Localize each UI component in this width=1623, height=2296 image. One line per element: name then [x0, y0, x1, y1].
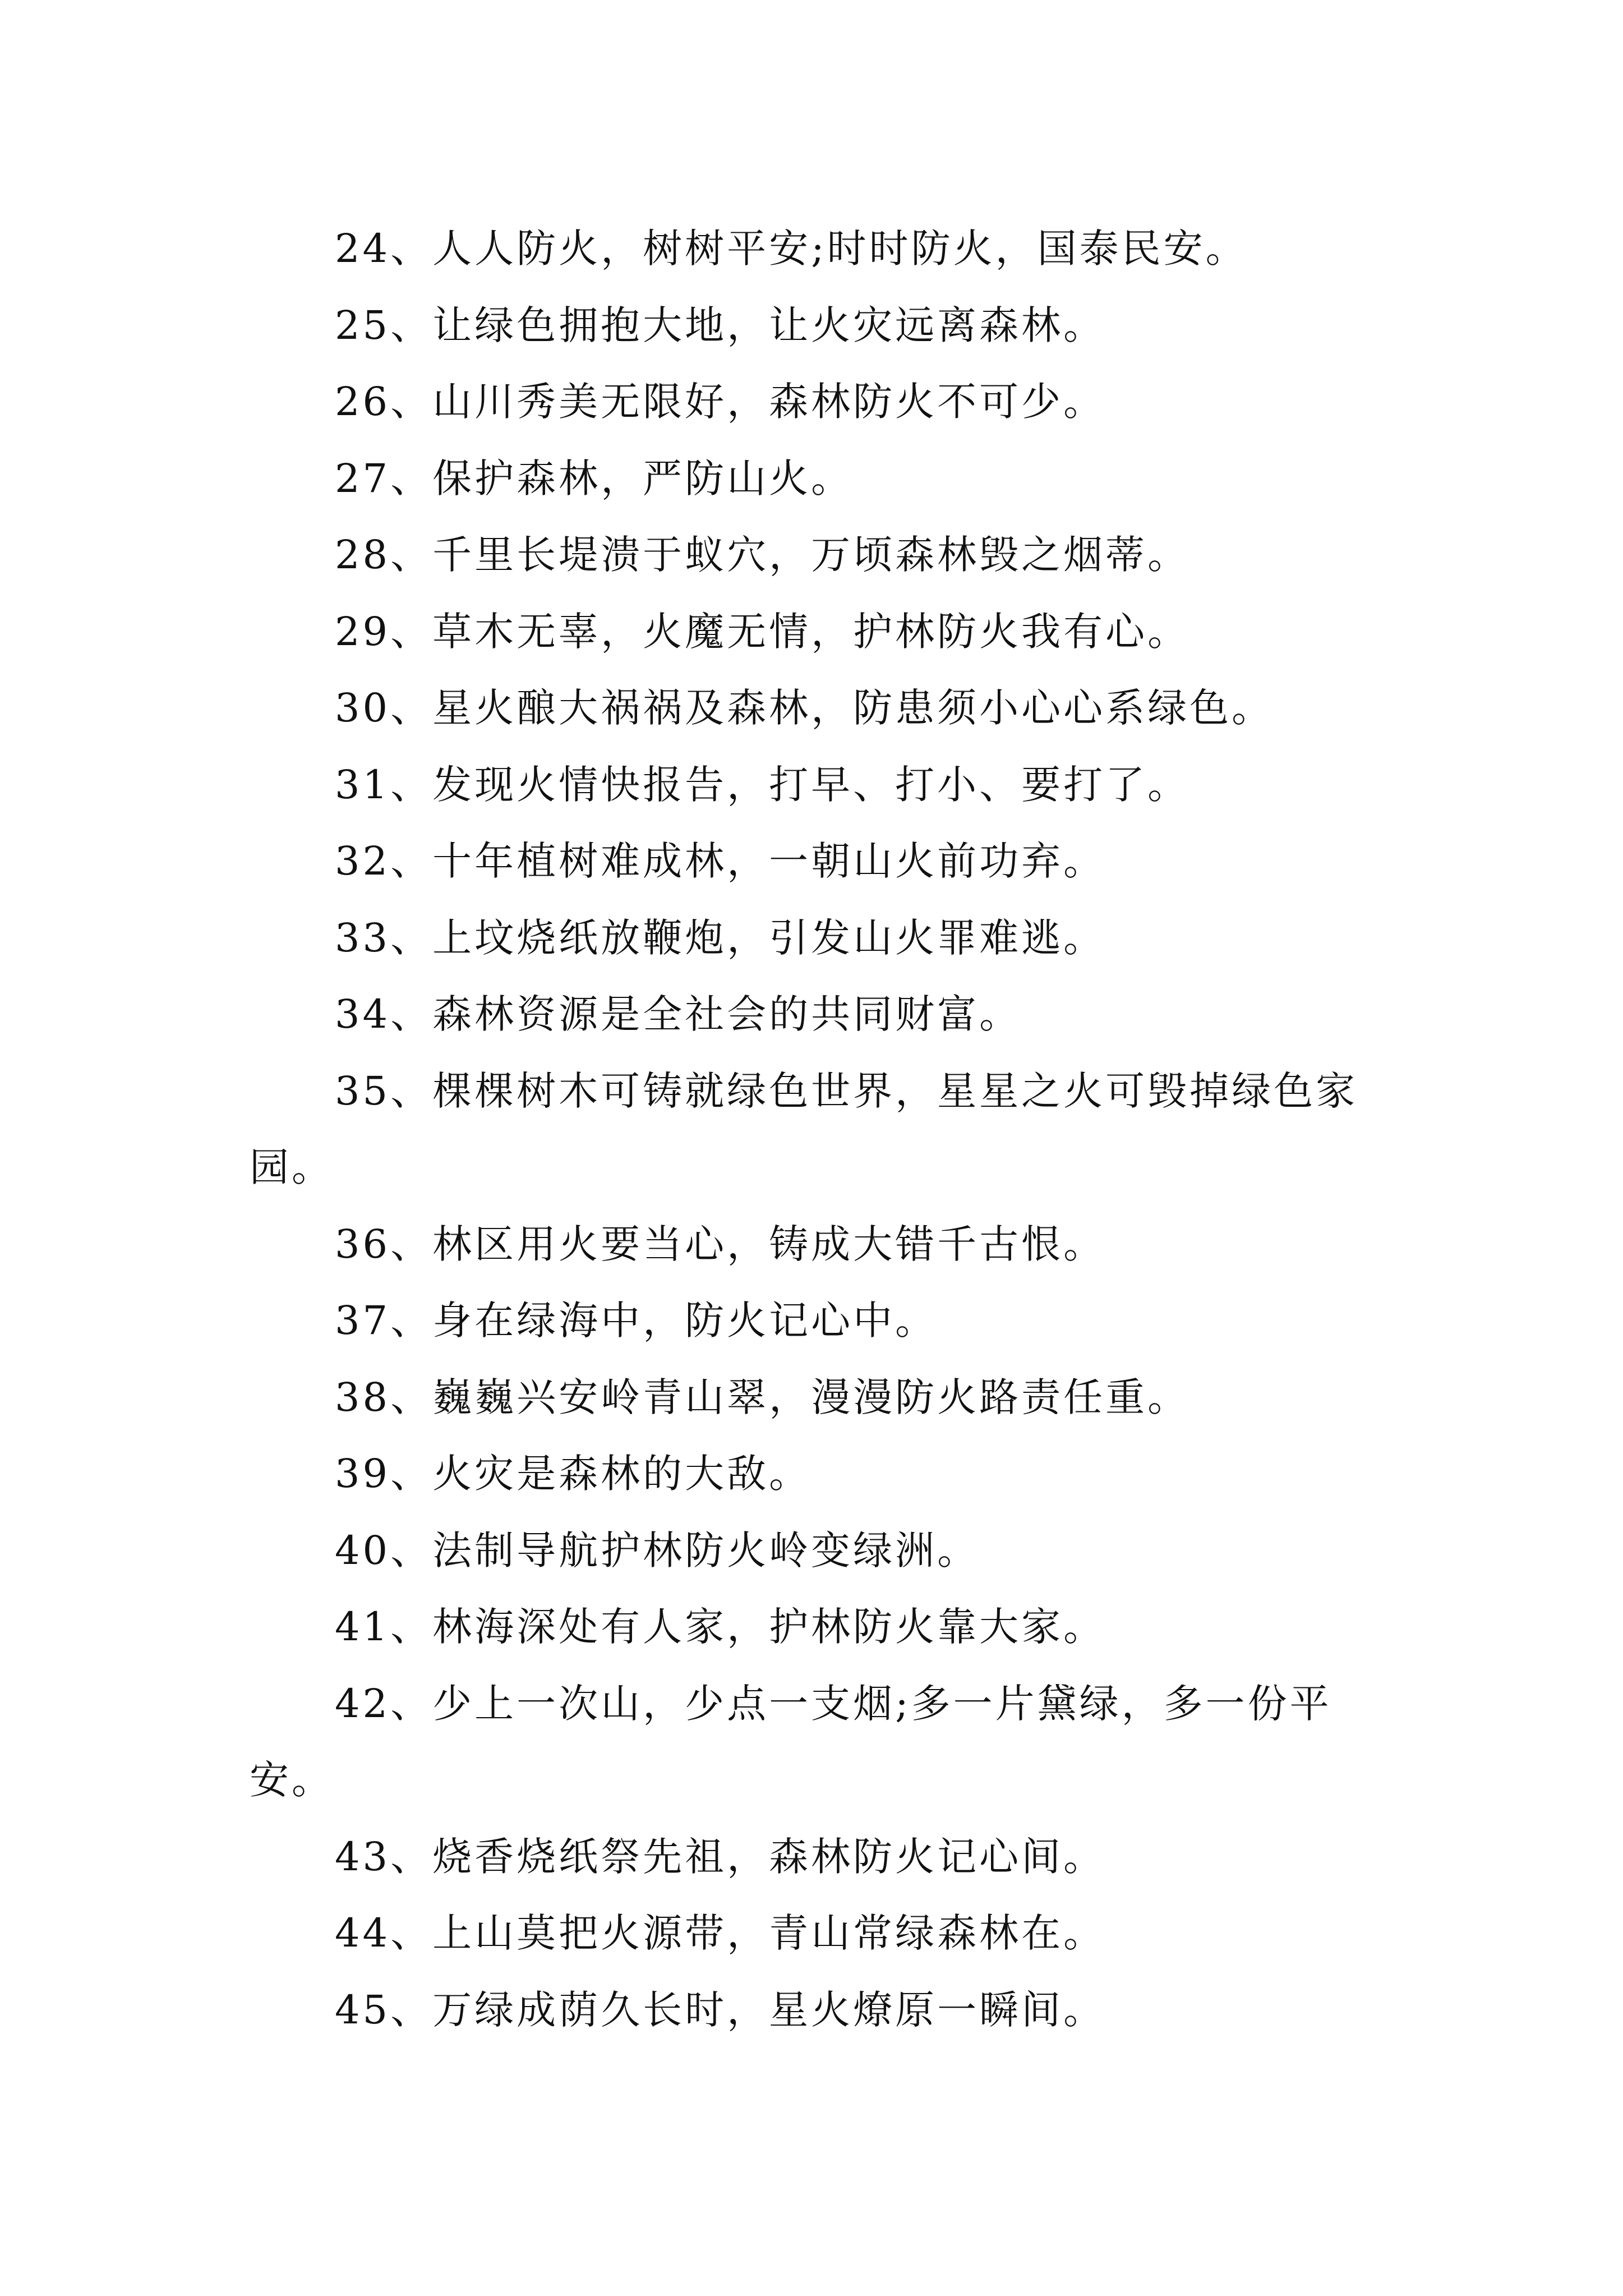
slogan-line: 35、棵棵树木可铸就绿色世界，星星之火可毁掉绿色家	[335, 1068, 1358, 1114]
slogan-line: 41、林海深处有人家，护林防火靠大家。	[335, 1604, 1106, 1650]
slogan-line: 45、万绿成荫久长时，星火燎原一瞬间。	[335, 1986, 1106, 2033]
slogan-line: 28、千里长堤溃于蚁穴，万顷森林毁之烟蒂。	[335, 532, 1190, 578]
slogan-line: 32、十年植树难成林，一朝山火前功弃。	[335, 838, 1106, 884]
slogan-line: 40、法制导航护林防火岭变绿洲。	[335, 1527, 980, 1573]
slogan-line: 44、上山莫把火源带，青山常绿森林在。	[335, 1910, 1106, 1956]
slogan-line: 39、火灾是森林的大敌。	[335, 1451, 811, 1497]
slogan-list	[250, 210, 1382, 2048]
slogan-line: 31、发现火情快报告，打早、打小、要打了。	[335, 761, 1190, 808]
slogan-line: 25、让绿色拥抱大地，让火灾远离森林。	[335, 302, 1106, 348]
slogan-line: 36、林区用火要当心，铸成大错千古恨。	[335, 1221, 1106, 1267]
slogan-line: 38、巍巍兴安岭青山翠，漫漫防火路责任重。	[335, 1374, 1190, 1420]
slogan-line-continuation: 园。	[250, 1144, 334, 1190]
slogan-line: 33、上坟烧纸放鞭炮，引发山火罪难逃。	[335, 914, 1106, 961]
slogan-line: 26、山川秀美无限好，森林防火不可少。	[335, 379, 1106, 425]
slogan-line: 42、少上一次山，少点一支烟;多一片黛绿，多一份平	[335, 1680, 1332, 1727]
slogan-line: 37、身在绿海中，防火记心中。	[335, 1297, 938, 1343]
slogan-line-continuation: 安。	[250, 1757, 334, 1803]
slogan-line: 34、森林资源是全社会的共同财富。	[335, 991, 1022, 1037]
slogan-line: 24、人人防火，树树平安;时时防火，国泰民安。	[335, 226, 1248, 272]
slogan-line: 30、星火酿大祸祸及森林，防患须小心心系绿色。	[335, 685, 1274, 731]
slogan-line: 43、烧香烧纸祭先祖，森林防火记心间。	[335, 1833, 1106, 1880]
slogan-line: 29、草木无辜，火魔无情，护林防火我有心。	[335, 608, 1190, 655]
slogan-line: 27、保护森林，严防山火。	[335, 455, 854, 501]
